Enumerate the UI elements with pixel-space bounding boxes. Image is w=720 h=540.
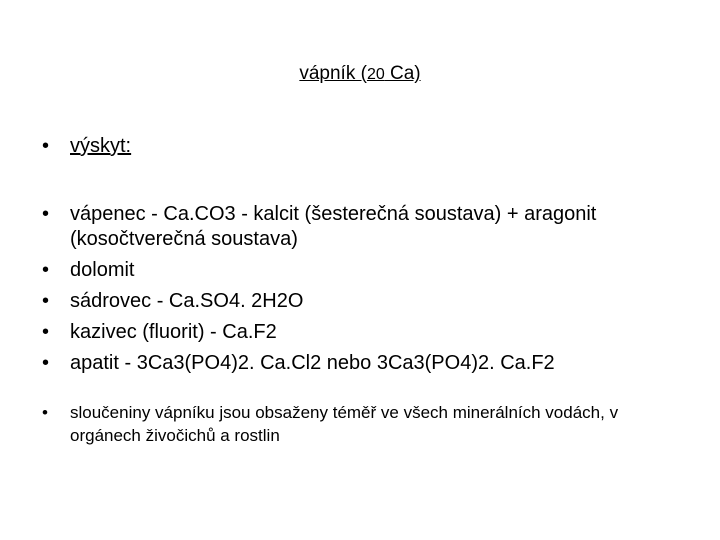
title-atomic-number: 20	[366, 66, 385, 83]
list-item	[42, 202, 682, 252]
bullet-icon: •	[42, 203, 50, 225]
occurrence-item	[42, 133, 682, 160]
mineral-text: vápenec - Ca.CO3 - kalcit (šesterečná soustava) + aragonit (kosočtverečná soustava)	[70, 203, 597, 250]
bullet-icon: •	[42, 321, 50, 343]
compounds-list	[42, 401, 682, 447]
list-item	[42, 258, 682, 283]
occurrence-list	[42, 133, 682, 160]
mineral-text: sádrovec - Ca.SO4. 2H2O	[70, 290, 304, 312]
bullet-icon: •	[42, 403, 48, 422]
list-item	[42, 289, 682, 314]
bullet-icon: •	[42, 290, 50, 312]
bullet-icon: •	[42, 259, 50, 281]
list-item	[42, 351, 682, 376]
bullet-icon: •	[42, 352, 50, 374]
bullet-icon: •	[42, 135, 50, 157]
mineral-text: kazivec (fluorit) - Ca.F2	[70, 321, 277, 343]
slide-title	[0, 60, 720, 89]
title-text-prefix: vápník (	[299, 63, 367, 84]
mineral-text: apatit - 3Ca3(PO4)2. Ca.Cl2 nebo 3Ca3(PO4)2. Ca.F2	[70, 352, 555, 374]
minerals-list	[42, 202, 682, 382]
compounds-note: sloučeniny vápníku jsou obsaženy téměř ve všech minerálních vodách, v orgánech živočichů a rostlin	[70, 403, 619, 445]
mineral-text: dolomit	[70, 259, 135, 281]
list-item	[42, 401, 682, 447]
title-text-suffix: Ca)	[384, 63, 421, 84]
list-item	[42, 320, 682, 345]
occurrence-label: výskyt:	[70, 135, 132, 157]
